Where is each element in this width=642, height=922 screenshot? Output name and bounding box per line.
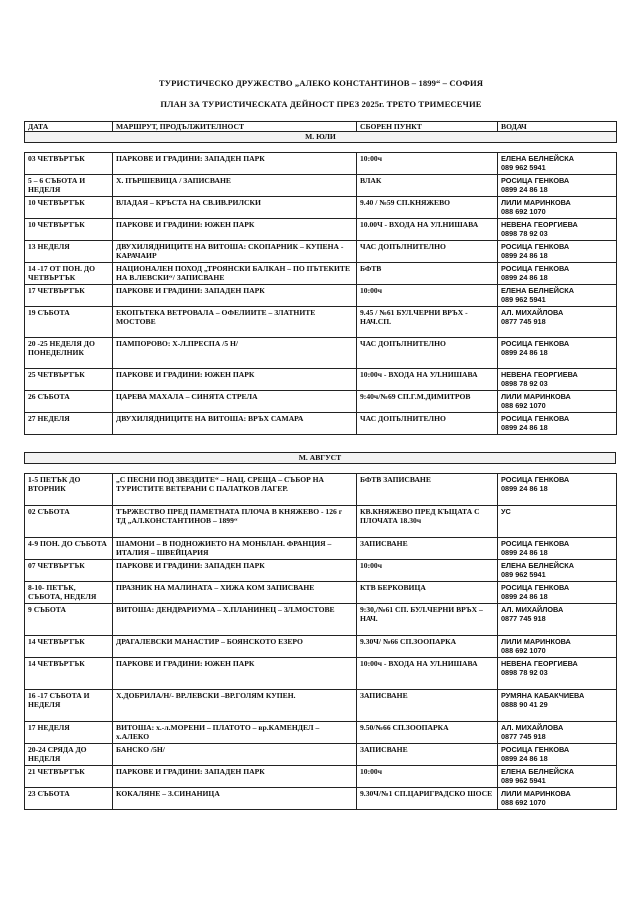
route-cell: ДВУХИЛЯДНИЦИТЕ НА ВИТОША: СКОПАРНИК – КУПЕНА - КАРАЧАИР [113,241,357,263]
table-row [25,690,617,722]
august-table [24,473,617,810]
guide-cell [498,722,617,744]
guide-name: ЛИЛИ МАРИНКОВА [501,198,571,207]
table-row [25,219,617,241]
guide-name: ЕЛЕНА БЕЛНЕЙСКА [501,286,575,295]
guide-name: ЛИЛИ МАРИНКОВА [501,789,571,798]
guide-name: ЛИЛИ МАРИНКОВА [501,392,571,401]
meeting-point-cell: 10:00ч [357,766,498,788]
table-row [25,538,617,560]
guide-phone: 0899 24 86 18 [501,273,548,282]
route-cell: ВЛАДАЯ – КРЪСТА НА СВ.ИВ.РИЛСКИ [113,197,357,219]
route-cell: ПАМПОРОВО: Х-Л.ПРЕСПА /5 Н/ [113,338,357,369]
date-cell: 20-24 СРЯДА ДО НЕДЕЛЯ [25,744,113,766]
route-cell: ДВУХИЛЯДНИЦИТЕ НА ВИТОША: ВРЪХ САМАРА [113,413,357,435]
column-header-row [25,122,617,132]
meeting-point-cell: 10:00ч - ВХОДА НА УЛ.НИШАВА [357,369,498,391]
guide-phone: 0899 24 86 18 [501,423,548,432]
guide-name: ЕЛЕНА БЕЛНЕЙСКА [501,154,575,163]
guide-cell [498,285,617,307]
plan-heading: ПЛАН ЗА ТУРИСТИЧЕСКАТА ДЕЙНОСТ ПРЕЗ 2025г. ТРЕТО ТРИМЕСЕЧИЕ [160,99,482,109]
guide-name: УС [501,507,511,516]
month-label-august: М. АВГУСТ [25,453,616,464]
route-cell: ЦАРЕВА МАХАЛА – СИНЯТА СТРЕЛА [113,391,357,413]
date-cell: 4-9 ПОН. ДО СЪБОТА [25,538,113,560]
route-cell: Х. ПЪРШЕВИЦА / ЗАПИСВАНЕ [113,175,357,197]
table-row [25,560,617,582]
meeting-point-cell: 10:00ч [357,285,498,307]
guide-phone: 0899 24 86 18 [501,185,548,194]
guide-name: РОСИЦА ГЕНКОВА [501,339,570,348]
guide-name: РОСИЦА ГЕНКОВА [501,242,570,251]
date-cell: 21 ЧЕТВЪРТЪК [25,766,113,788]
july-table [24,152,617,435]
route-cell: НАЦИОНАЛЕН ПОХОД „ТРОЯНСКИ БАЛКАН – ПО ПЪТЕКИТЕ НА В.ЛЕВСКИ“/ ЗАПИСВАНЕ [113,263,357,285]
route-cell: ПАРКОВЕ И ГРАДИНИ: ЮЖЕН ПАРК [113,369,357,391]
guide-name: РОСИЦА ГЕНКОВА [501,745,570,754]
guide-name: АЛ. МИХАЙЛОВА [501,308,564,317]
meeting-point-cell: ЗАПИСВАНЕ [357,744,498,766]
table-row [25,391,617,413]
meeting-point-cell: 9:30,/№61 СП. БУЛ.ЧЕРНИ ВРЪХ – НАЧ. [357,604,498,636]
guide-phone: 0899 24 86 18 [501,592,548,601]
route-cell: „С ПЕСНИ ПОД ЗВЕЗДИТЕ“ – НАЦ. СРЕЩА – СЪБОР НА ТУРИСТИТЕ ВЕТЕРАНИ С ПАЛАТКОВ ЛАГЕР. [113,474,357,506]
august-rows [25,474,617,810]
guide-name: НЕВЕНА ГЕОРГИЕВА [501,370,578,379]
month-label-july: М. ЮЛИ [25,132,617,143]
meeting-point-cell: 10:00ч [357,153,498,175]
guide-cell [498,241,617,263]
route-cell: ПРАЗНИК НА МАЛИНАТА – ХИЖА КОМ ЗАПИСВАНЕ [113,582,357,604]
guide-cell [498,391,617,413]
meeting-point-cell: БФТВ [357,263,498,285]
guide-phone: 0899 24 86 18 [501,754,548,763]
table-row [25,197,617,219]
date-cell: 10 ЧЕТВЪРТЪК [25,219,113,241]
july-rows [25,153,617,435]
guide-cell [498,636,617,658]
route-cell: ВИТОША: ДЕНДРАРИУМА – Х.ПЛАНИНЕЦ – ЗЛ.МОСТОВЕ [113,604,357,636]
date-cell: 16 -17 СЪБОТА И НЕДЕЛЯ [25,690,113,722]
route-cell: ПАРКОВЕ И ГРАДИНИ: ЮЖЕН ПАРК [113,658,357,690]
meeting-point-cell: ЧАС ДОПЪЛНИТЕЛНО [357,413,498,435]
guide-name: РОСИЦА ГЕНКОВА [501,583,570,592]
route-cell: ПАРКОВЕ И ГРАДИНИ: ЗАПАДЕН ПАРК [113,153,357,175]
august-label-table [24,452,616,464]
meeting-point-cell: 10:00ч - ВХОДА НА УЛ.НИШАВА [357,658,498,690]
route-cell: ПАРКОВЕ И ГРАДИНИ: ЗАПАДЕН ПАРК [113,285,357,307]
table-row [25,307,617,338]
column-header-route: МАРШРУТ, ПРОДЪЛЖИТЕЛНОСТ [113,122,357,132]
guide-phone: 089 962 5941 [501,295,546,304]
table-row [25,263,617,285]
route-cell: ДРАГАЛЕВСКИ МАНАСТИР – БОЯНСКОТО ЕЗЕРО [113,636,357,658]
guide-phone: 089 962 5941 [501,776,546,785]
guide-phone: 0888 90 41 29 [501,700,548,709]
guide-phone: 088 692 1070 [501,646,546,655]
route-cell: ПАРКОВЕ И ГРАДИНИ: ЮЖЕН ПАРК [113,219,357,241]
meeting-point-cell: ЗАПИСВАНЕ [357,538,498,560]
route-cell: ЕКОПЪТЕКА ВЕТРОВАЛА – ОФЕЛИИТЕ – ЗЛАТНИТЕ МОСТОВЕ [113,307,357,338]
table-row [25,636,617,658]
date-cell: 20 -25 НЕДЕЛЯ ДО ПОНЕДЕЛНИК [25,338,113,369]
guide-name: РОСИЦА ГЕНКОВА [501,264,570,273]
guide-phone: 089 962 5941 [501,570,546,579]
date-cell: 03 ЧЕТВЪРТЪК [25,153,113,175]
guide-name: АЛ. МИХАЙЛОВА [501,605,564,614]
guide-cell [498,788,617,810]
route-cell: ВИТОША: х.-л.МОРЕНИ – ПЛАТОТО – вр.КАМЕНДЕЛ – х.АЛЕКО [113,722,357,744]
guide-cell [498,690,617,722]
date-cell: 23 СЪБОТА [25,788,113,810]
guide-name: РОСИЦА ГЕНКОВА [501,414,570,423]
meeting-point-cell: 9.50/№66 СП.ЗООПАРКА [357,722,498,744]
guide-phone: 0899 24 86 18 [501,548,548,557]
meeting-point-cell: ЧАС ДОПЪЛНИТЕЛНО [357,338,498,369]
date-cell: 07 ЧЕТВЪРТЪК [25,560,113,582]
table-row [25,506,617,538]
table-row [25,413,617,435]
guide-name: НЕВЕНА ГЕОРГИЕВА [501,659,578,668]
date-cell: 10 ЧЕТВЪРТЪК [25,197,113,219]
guide-name: ЕЛЕНА БЕЛНЕЙСКА [501,767,575,776]
guide-phone: 0899 24 86 18 [501,251,548,260]
guide-cell [498,506,617,538]
guide-phone: 089 962 5941 [501,163,546,172]
guide-name: ЛИЛИ МАРИНКОВА [501,637,571,646]
guide-phone: 088 692 1070 [501,207,546,216]
date-cell: 14 -17 ОТ ПОН. ДО ЧЕТВЪРТЪК [25,263,113,285]
meeting-point-cell: 10:00ч [357,560,498,582]
date-cell: 19 СЪБОТА [25,307,113,338]
guide-name: РУМЯНА КАБАКЧИЕВА [501,691,585,700]
guide-cell [498,560,617,582]
date-cell: 5 – 6 СЪБОТА И НЕДЕЛЯ [25,175,113,197]
date-cell: 14 ЧЕТВЪРТЪК [25,658,113,690]
guide-cell [498,153,617,175]
guide-cell [498,744,617,766]
meeting-point-cell: КТВ БЕРКОВИЦА [357,582,498,604]
route-cell: ШАМОНИ – В ПОДНОЖИЕТО НА МОНБЛАН. ФРАНЦИЯ – ИТАЛИЯ – ШВЕЙЦАРИЯ [113,538,357,560]
date-cell: 26 СЪБОТА [25,391,113,413]
guide-name: НЕВЕНА ГЕОРГИЕВА [501,220,578,229]
date-cell: 13 НЕДЕЛЯ [25,241,113,263]
meeting-point-cell: 9.30Ч/№1 СП.ЦАРИГРАДСКО ШОСЕ [357,788,498,810]
guide-cell [498,766,617,788]
guide-name: ЕЛЕНА БЕЛНЕЙСКА [501,561,575,570]
guide-phone: 0899 24 86 18 [501,348,548,357]
route-cell: ПАРКОВЕ И ГРАДИНИ: ЗАПАДЕН ПАРК [113,560,357,582]
guide-name: АЛ. МИХАЙЛОВА [501,723,564,732]
guide-cell [498,219,617,241]
guide-cell [498,338,617,369]
guide-phone: 0898 78 92 03 [501,668,548,677]
meeting-point-cell: 9.45 / №61 БУЛ.ЧЕРНИ ВРЪХ - НАЧ.СП. [357,307,498,338]
guide-name: РОСИЦА ГЕНКОВА [501,475,570,484]
date-cell: 9 СЪБОТА [25,604,113,636]
meeting-point-cell: 9:40ч/№69 СП.Г.М.ДИМИТРОВ [357,391,498,413]
date-cell: 27 НЕДЕЛЯ [25,413,113,435]
date-cell: 1-5 ПЕТЪК ДО ВТОРНИК [25,474,113,506]
table-row [25,241,617,263]
column-header-meeting-point: СБОРЕН ПУНКТ [357,122,498,132]
route-cell: БАНСКО /5Н/ [113,744,357,766]
meeting-point-cell: 9.40 / №59 СП.КНЯЖЕВО [357,197,498,219]
route-cell: ТЪРЖЕСТВО ПРЕД ПАМЕТНАТА ПЛОЧА В КНЯЖЕВО - 126 г ТД „АЛ.КОНСТАНТИНОВ – 1899“ [113,506,357,538]
table-row [25,788,617,810]
guide-phone: 0898 78 92 03 [501,229,548,238]
guide-cell [498,263,617,285]
guide-phone: 0877 745 918 [501,732,546,741]
guide-phone: 0899 24 86 18 [501,484,548,493]
guide-cell [498,582,617,604]
route-cell: КОКАЛЯНЕ – З.СИНАНИЦА [113,788,357,810]
guide-phone: 088 692 1070 [501,798,546,807]
guide-cell [498,474,617,506]
guide-phone: 0877 745 918 [501,317,546,326]
guide-cell [498,197,617,219]
route-cell: ПАРКОВЕ И ГРАДИНИ: ЗАПАДЕН ПАРК [113,766,357,788]
guide-phone: 088 692 1070 [501,401,546,410]
meeting-point-cell: 10.00Ч - ВХОДА НА УЛ.НИШАВА [357,219,498,241]
meeting-point-cell: ВЛАК [357,175,498,197]
date-cell: 02 СЪБОТА [25,506,113,538]
table-row [25,369,617,391]
meeting-point-cell: БФТВ ЗАПИСВАНЕ [357,474,498,506]
table-row [25,175,617,197]
meeting-point-cell: ЗАПИСВАНЕ [357,690,498,722]
table-row [25,338,617,369]
guide-cell [498,604,617,636]
route-cell: Х.ДОБРИЛА/Н/- ВР.ЛЕВСКИ –ВР.ГОЛЯМ КУПЕН. [113,690,357,722]
guide-name: РОСИЦА ГЕНКОВА [501,539,570,548]
guide-cell [498,307,617,338]
table-row [25,285,617,307]
column-header-guide: ВОДАЧ [498,122,617,132]
guide-phone: 0877 745 918 [501,614,546,623]
date-cell: 25 ЧЕТВЪРТЪК [25,369,113,391]
guide-cell [498,175,617,197]
guide-cell [498,658,617,690]
header-table [24,121,617,143]
table-row [25,744,617,766]
date-cell: 17 ЧЕТВЪРТЪК [25,285,113,307]
guide-name: РОСИЦА ГЕНКОВА [501,176,570,185]
guide-cell [498,369,617,391]
table-row [25,658,617,690]
guide-phone: 0898 78 92 03 [501,379,548,388]
date-cell: 8-10- ПЕТЪК, СЪБОТА, НЕДЕЛЯ [25,582,113,604]
org-heading: ТУРИСТИЧЕСКО ДРУЖЕСТВО „АЛЕКО КОНСТАНТИНОВ – 1899“ – СОФИЯ [158,78,484,88]
date-cell: 17 НЕДЕЛЯ [25,722,113,744]
meeting-point-cell: ЧАС ДОПЪЛНИТЕЛНО [357,241,498,263]
date-cell: 14 ЧЕТВЪРТЪК [25,636,113,658]
guide-cell [498,538,617,560]
table-row [25,153,617,175]
table-row [25,474,617,506]
guide-cell [498,413,617,435]
table-row [25,722,617,744]
table-row [25,582,617,604]
meeting-point-cell: КВ.КНЯЖЕВО ПРЕД КЪЩАТА С ПЛОЧАТА 18.30ч [357,506,498,538]
table-row [25,604,617,636]
table-row [25,766,617,788]
column-header-date: ДАТА [25,122,113,132]
meeting-point-cell: 9.30Ч/ №66 СП.ЗООПАРКА [357,636,498,658]
